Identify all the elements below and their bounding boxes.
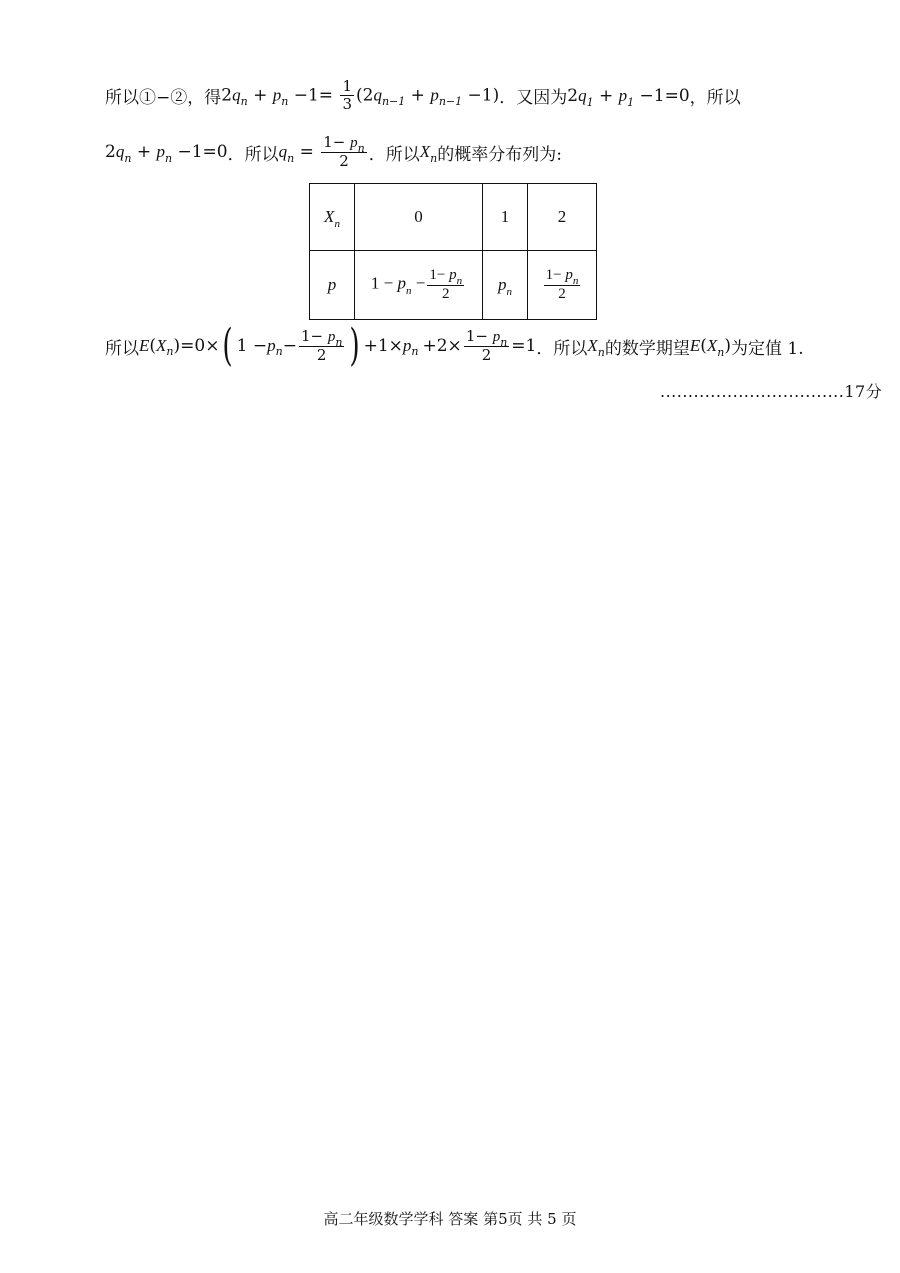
line3-text-2: ．所以 bbox=[536, 338, 588, 359]
formula-line-1 bbox=[105, 78, 741, 114]
line1-text-1: 所以①−②，得 bbox=[105, 88, 222, 109]
line2-text-3: 的概率分布列为: bbox=[437, 144, 562, 165]
table-prob-1: $p_n$ bbox=[483, 251, 528, 320]
line3-text-4: 为定值 1. bbox=[731, 338, 804, 359]
formula-initial: $2q_1 + p_1 -1=0$ bbox=[567, 85, 690, 109]
table-value-2: 2 bbox=[528, 184, 597, 251]
formula-zero: $2q_n + p_n -1=0$ bbox=[105, 142, 228, 166]
formula-line-3 bbox=[105, 320, 804, 371]
formula-expectation: E ( X n )=0× ( 1 − p n − $\frac{1- p_n}{2}$ ) +1× p n +2× $\frac{1- p_n}{2}$ =1 bbox=[139, 320, 537, 371]
formula-difference: $2q_n + p_n -1=$ $\frac{1}{3}$ $(2q_{n-1} + p_{n-1} -1)$ bbox=[221, 77, 500, 114]
table-prob-2: $\frac{1- p_n}{2}$ bbox=[528, 251, 597, 320]
var-xn: $X_n$ bbox=[419, 142, 438, 166]
table-value-0: 0 bbox=[355, 184, 483, 251]
table-header-cell: $X_n$ bbox=[310, 184, 355, 251]
formula-qn: $q_n$ = $\frac{1- p_n}{2}$ bbox=[278, 133, 365, 171]
formula-exn: $E(X_n)$ bbox=[689, 336, 731, 359]
table-row-probabilities bbox=[310, 251, 597, 320]
score-note: .................................17分 bbox=[660, 382, 883, 401]
table-prob-0: $1 - p_n$ − $\frac{1- p_n}{2}$ bbox=[355, 251, 483, 320]
line2-text-2: ．所以 bbox=[368, 144, 420, 165]
page-footer: 高二年级数学学科 答案 第5页 共 5 页 bbox=[323, 1210, 577, 1228]
line3-text-3: 的数学期望 bbox=[604, 338, 690, 359]
line2-text-1: ．所以 bbox=[227, 144, 279, 165]
formula-line-2 bbox=[105, 134, 562, 171]
line1-text-2: ．又因为 bbox=[499, 88, 568, 109]
line1-text-3: ，所以 bbox=[689, 88, 741, 109]
table-prob-label: p bbox=[310, 251, 355, 320]
line3-text-1: 所以 bbox=[105, 338, 139, 359]
probability-distribution-table bbox=[309, 183, 597, 320]
table-row-values bbox=[310, 184, 597, 251]
table-value-1: 1 bbox=[483, 184, 528, 251]
var-xn-2: $X_n$ bbox=[587, 336, 605, 359]
